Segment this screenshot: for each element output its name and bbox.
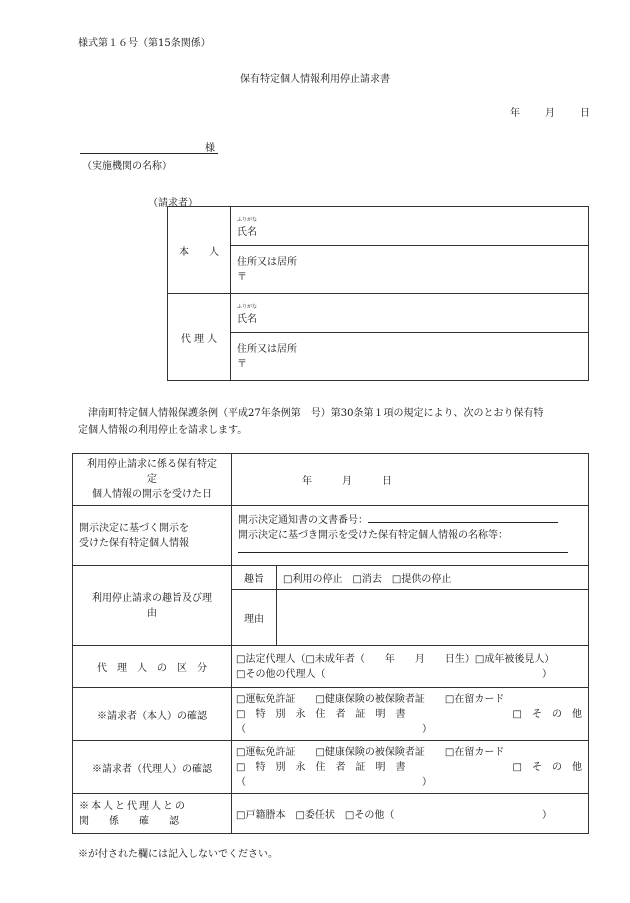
info-name-label: 開示決定に基づき開示を受けた保有特定個人情報の名称等： [238, 530, 508, 541]
form-number: 様式第１６号（第15条関係） [78, 38, 211, 49]
principal-label: 本 人 [168, 207, 231, 294]
agent-check-field[interactable]: □運転免許証 □健康保険の被保険者証 □在留カード □ 特 別 永 住 者 証 明 書 □ そ の 他 （ ） [232, 741, 589, 794]
requester-label: （請求者） [148, 198, 198, 209]
date-month: 月 [545, 108, 555, 119]
relationship-check-label: ※本人と代理人との 関 係 確 認 [73, 794, 232, 834]
reason-label: 理由 [232, 590, 277, 646]
disclosed-info-field[interactable] [232, 506, 589, 566]
addressee-line[interactable] [80, 153, 218, 154]
purpose-label: 趣旨 [232, 566, 277, 590]
document-number-label: 開示決定通知書の文書番号： [238, 515, 368, 526]
principal-check-field[interactable]: □運転免許証 □健康保険の被保険者証 □在留カード □ 特 別 永 住 者 証 明 書 □ そ の 他 （ ） [232, 688, 589, 741]
agent-category-field[interactable]: □法定代理人（□未成年者（ 年 月 日生）□成年被後見人） □その他の代理人（ ） [232, 646, 589, 688]
principal-check-label: ※請求者（本人）の確認 [73, 688, 232, 741]
main-table [72, 453, 589, 834]
addressee-sama: 様 [205, 143, 215, 154]
agent-category-label: 代 理 人 の 区 分 [73, 646, 232, 688]
furigana-label: ふりがな [237, 303, 258, 310]
agent-check-label: ※請求者（代理人）の確認 [73, 741, 232, 794]
address-label: 住所又は居所 [237, 256, 297, 268]
date-day: 日 [580, 108, 590, 119]
principal-address-cell[interactable] [231, 246, 589, 294]
name-label: 氏名 [237, 313, 257, 325]
addressee-note: （実施機関の名称） [82, 161, 172, 172]
page-title: 保有特定個人情報利用停止請求書 [240, 74, 390, 85]
date-year: 年 [510, 108, 520, 119]
name-label: 氏名 [237, 226, 257, 238]
purpose-reason-label: 利用停止請求の趣旨及び理 由 [73, 566, 232, 646]
intro-text-2: 定個人情報の利用停止を請求します。 [78, 425, 248, 436]
furigana-label: ふりがな [237, 216, 258, 223]
date-field[interactable] [510, 104, 590, 119]
reason-field[interactable] [277, 590, 589, 646]
purpose-options[interactable]: □利用の停止 □消去 □提供の停止 [277, 566, 589, 590]
agent-address-cell[interactable] [231, 333, 589, 381]
person-table [167, 206, 589, 381]
agent-name-cell[interactable] [231, 294, 589, 333]
received-date-label: 利用停止請求に係る保有特定 定 個人情報の開示を受けた日 [73, 454, 232, 506]
postal-mark: 〒 [237, 358, 247, 370]
relationship-check-field[interactable]: □戸籍謄本 □委任状 □その他（ ） [232, 794, 589, 834]
agent-label: 代 理 人 [168, 294, 231, 381]
address-label: 住所又は居所 [237, 343, 297, 355]
intro-text-1: 津南町特定個人情報保護条例（平成27年条例第 号）第30条第１項の規定により、次のとおり保有特 [88, 408, 544, 419]
disclosed-info-label: 開示決定に基づく開示を 受けた保有特定個人情報 [73, 506, 232, 566]
postal-mark: 〒 [237, 271, 247, 283]
principal-name-cell[interactable] [231, 207, 589, 246]
footnote: ※が付された欄には記入しないでください。 [78, 849, 278, 860]
received-date-field[interactable]: 年 月 日 [232, 454, 589, 506]
